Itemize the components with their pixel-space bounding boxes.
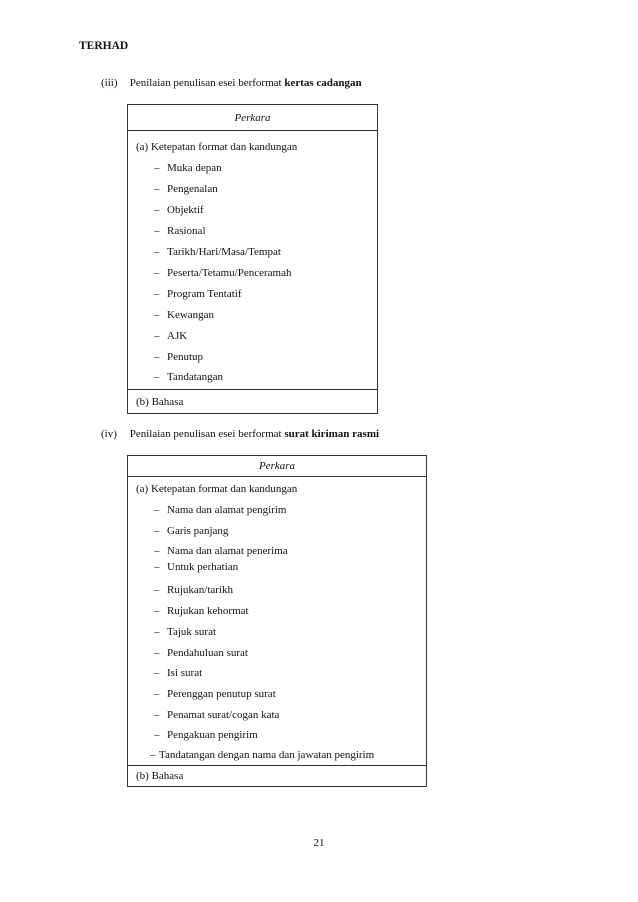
section-number: (iv)	[101, 428, 117, 440]
dash-mark: –	[154, 626, 160, 638]
dash-mark: –	[154, 709, 160, 721]
dash-mark: –	[154, 183, 160, 195]
item-text: Objektif	[167, 204, 204, 216]
dash-mark: –	[154, 267, 160, 279]
list-item	[154, 667, 202, 679]
list-item	[154, 561, 238, 573]
item-text: Pendahuluan surat	[167, 647, 248, 659]
item-text: Pengenalan	[167, 183, 218, 195]
list-item	[154, 504, 286, 516]
dash-mark: –	[154, 225, 160, 237]
dash-mark: –	[154, 605, 160, 617]
part-a-label: (a) Ketepatan format dan kandungan	[136, 483, 298, 495]
part-a-label: (a) Ketepatan format dan kandungan	[136, 141, 298, 153]
list-item	[154, 267, 291, 279]
classification-header: TERHAD	[79, 40, 129, 52]
dash-mark: –	[154, 545, 160, 557]
table-row-part-b	[128, 389, 377, 414]
criteria-table-iii	[127, 104, 378, 414]
list-item	[154, 647, 248, 659]
item-text: Nama dan alamat penerima	[167, 545, 288, 557]
list-item	[154, 330, 187, 342]
dash-mark: –	[154, 729, 160, 741]
item-text: Nama dan alamat pengirim	[167, 504, 287, 516]
section-title-text: Penilaian penulisan esei berformat	[129, 77, 282, 89]
list-item	[154, 225, 206, 237]
list-item	[154, 288, 241, 300]
item-text: Tandatangan	[167, 371, 224, 383]
dash-mark: –	[154, 525, 160, 537]
list-item	[154, 545, 288, 557]
list-item	[154, 204, 204, 216]
list-item	[154, 626, 216, 638]
dash-mark: –	[154, 204, 160, 216]
list-item	[154, 584, 233, 596]
item-text: Untuk perhatian	[167, 561, 239, 573]
dash-mark: –	[154, 309, 160, 321]
item-text: Penamat surat/cogan kata	[167, 709, 280, 721]
list-item	[154, 729, 258, 741]
item-text: Rujukan kehormat	[167, 605, 249, 617]
item-text: Tarikh/Hari/Masa/Tempat	[167, 246, 281, 258]
list-item	[154, 709, 279, 721]
item-text: Peserta/Tetamu/Penceramah	[167, 267, 292, 279]
list-item	[154, 309, 214, 321]
dash-mark: –	[150, 749, 156, 761]
item-text: AJK	[167, 330, 188, 342]
section-iii-title	[101, 77, 362, 89]
part-b-label: (b) Bahasa	[136, 770, 184, 782]
dash-mark: –	[154, 371, 160, 383]
list-item	[154, 688, 276, 700]
table-row-part-b	[128, 765, 426, 787]
section-number: (iii)	[101, 77, 118, 89]
section-title-text: Penilaian penulisan esei berformat	[129, 428, 282, 440]
dash-mark: –	[154, 561, 160, 573]
list-item	[154, 525, 228, 537]
dash-mark: –	[154, 246, 160, 258]
dash-mark: –	[154, 504, 160, 516]
item-text: Program Tentatif	[167, 288, 242, 300]
criteria-table-iv	[127, 455, 427, 787]
table-row-part-a	[128, 131, 377, 389]
item-text: Pengakuan pengirim	[167, 729, 258, 741]
list-item	[154, 605, 249, 617]
page-number: 21	[313, 837, 325, 849]
dash-mark: –	[154, 647, 160, 659]
item-text: Penutup	[167, 351, 204, 363]
item-text: Tandatangan dengan nama dan jawatan pengirim	[159, 749, 375, 761]
dash-mark: –	[154, 351, 160, 363]
item-text: Kewangan	[167, 309, 215, 321]
item-text: Garis panjang	[167, 525, 229, 537]
list-item	[154, 246, 281, 258]
dash-mark: –	[154, 667, 160, 679]
table-row-part-a	[128, 477, 426, 765]
section-title-bold: surat kiriman rasmi	[284, 428, 380, 440]
dash-mark: –	[154, 162, 160, 174]
table-header: Perkara	[128, 105, 377, 131]
item-text: Rasional	[167, 225, 206, 237]
list-item	[154, 371, 223, 383]
item-text: Muka depan	[167, 162, 222, 174]
list-item	[154, 351, 203, 363]
item-text: Rujukan/tarikh	[167, 584, 233, 596]
section-iv-title	[101, 428, 379, 440]
item-text: Isi surat	[167, 667, 203, 679]
item-text: Perenggan penutup surat	[167, 688, 276, 700]
dash-mark: –	[154, 288, 160, 300]
dash-mark: –	[154, 584, 160, 596]
table-header: Perkara	[128, 456, 426, 477]
dash-mark: –	[154, 330, 160, 342]
part-b-label: (b) Bahasa	[136, 396, 184, 408]
section-title-bold: kertas cadangan	[284, 77, 362, 89]
list-item	[154, 162, 222, 174]
list-item	[150, 749, 374, 761]
list-item	[154, 183, 218, 195]
item-text: Tajuk surat	[167, 626, 217, 638]
dash-mark: –	[154, 688, 160, 700]
